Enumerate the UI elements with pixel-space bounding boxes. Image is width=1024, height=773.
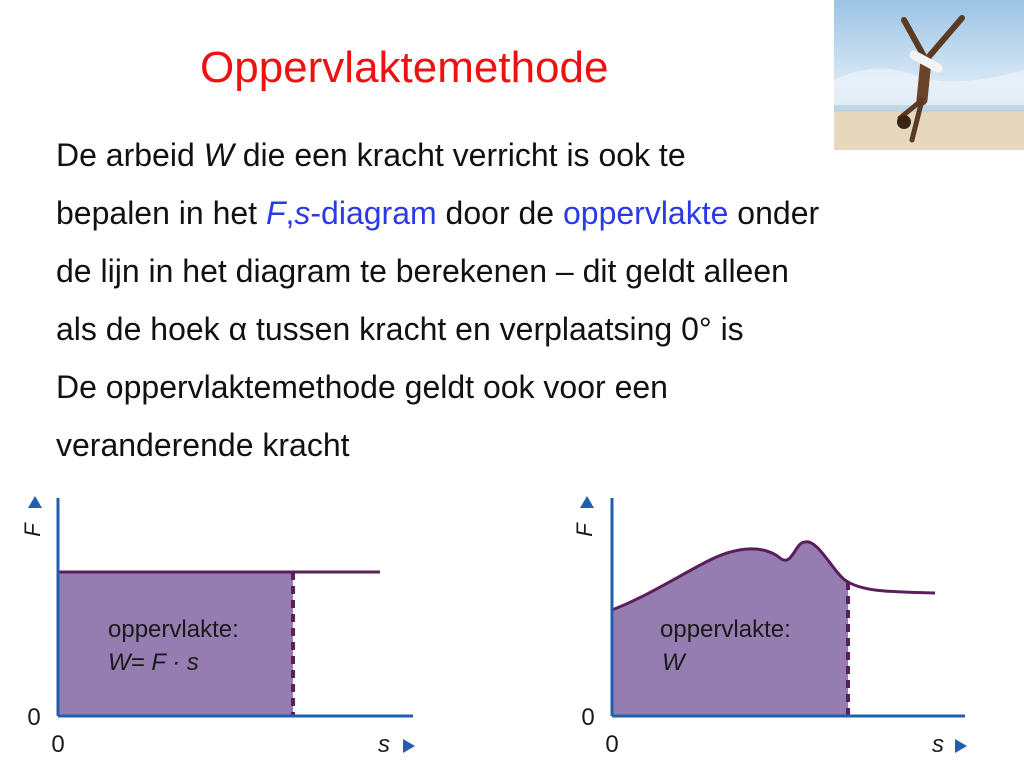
area-label-formula: W= F · s: [108, 649, 199, 676]
y-axis-label: F: [20, 523, 45, 537]
x-axis-arrow-icon: [955, 739, 967, 753]
work-area: [58, 572, 293, 716]
x-origin-label: 0: [51, 731, 65, 758]
area-label-title: oppervlakte:: [108, 616, 239, 643]
comma: ,: [285, 195, 295, 231]
y-origin-label: 0: [581, 704, 595, 731]
paragraph-2-line-2: veranderende kracht: [56, 427, 350, 463]
slide-title: Oppervlaktemethode: [200, 43, 609, 92]
area-label-title: oppervlakte:: [660, 616, 791, 643]
symbol-s: s: [294, 195, 311, 231]
y-axis-label: F: [572, 523, 597, 537]
paragraph-2-line-1: De oppervlaktemethode geldt ook voor een: [56, 369, 668, 405]
text-segment: onder: [728, 195, 820, 231]
x-axis-arrow-icon: [403, 739, 415, 753]
slide-body: [56, 126, 1016, 474]
paragraph-1-line-2: [56, 184, 1016, 242]
x-axis-label: s: [378, 731, 390, 758]
paragraph-1-line-1: [56, 126, 1016, 184]
paragraph-1-line-4: als de hoek α tussen kracht en verplaatsing 0° is: [56, 311, 744, 347]
oppervlakte-term: oppervlakte: [562, 195, 729, 231]
constant-force-diagram: [18, 480, 438, 768]
area-label-symbol: W: [662, 649, 685, 676]
y-axis-arrow-icon: [28, 496, 42, 508]
y-axis-arrow-icon: [580, 496, 594, 508]
paragraph-1-line-3: de lijn in het diagram te berekenen – dit geldt alleen: [56, 253, 789, 289]
text-segment: bepalen in het: [56, 195, 266, 231]
text-segment: die een kracht verricht is ook te: [233, 137, 686, 173]
text-segment: door de: [436, 195, 563, 231]
x-origin-label: 0: [605, 731, 619, 758]
x-axis-label: s: [932, 731, 944, 758]
variable-force-diagram: [570, 480, 990, 768]
diagram-term: -diagram: [310, 195, 437, 231]
symbol-w: W: [203, 137, 234, 173]
text-segment: De arbeid: [56, 137, 204, 173]
symbol-f: F: [265, 195, 286, 231]
y-origin-label: 0: [27, 704, 41, 731]
